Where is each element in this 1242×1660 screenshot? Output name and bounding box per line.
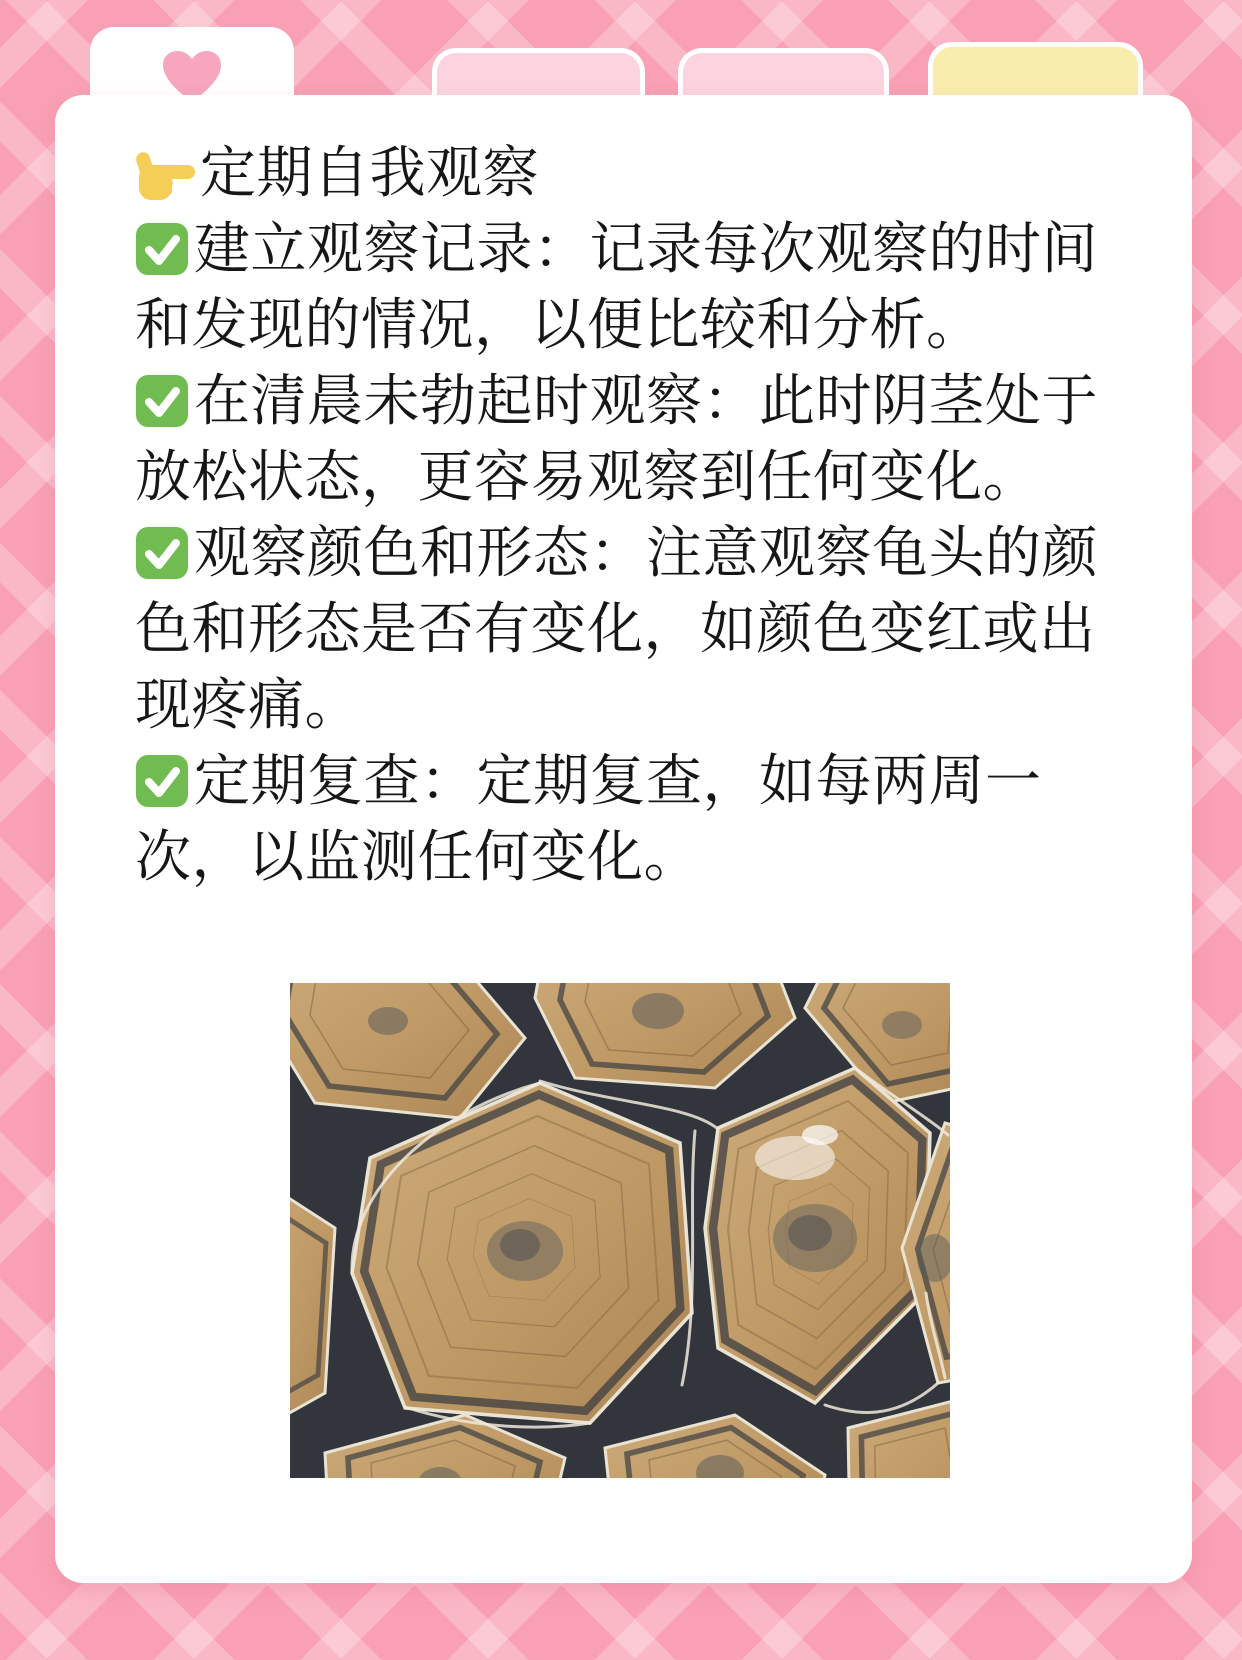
tortoise-shell-photo xyxy=(290,983,950,1478)
checklist-item xyxy=(135,515,1140,743)
checklist-item-text: 建立观察记录：记录每次观察的时间和发现的情况，以便比较和分析。 xyxy=(135,217,1098,356)
checklist-item-text: 在清晨未勃起时观察：此时阴茎处于放松状态，更容易观察到任何变化。 xyxy=(135,369,1098,508)
pointing-finger-icon xyxy=(135,146,197,200)
check-mark-icon xyxy=(135,754,189,808)
check-mark-icon xyxy=(135,374,189,428)
check-mark-icon xyxy=(135,222,189,276)
check-mark-icon xyxy=(135,526,189,580)
checklist-item-text: 观察颜色和形态：注意观察龟头的颜色和形态是否有变化，如颜色变红或出现疼痛。 xyxy=(135,521,1098,736)
content-card xyxy=(55,95,1192,1583)
checklist-item xyxy=(135,743,1140,895)
text-block xyxy=(135,135,1140,895)
checklist-item xyxy=(135,211,1140,363)
checklist-item xyxy=(135,363,1140,515)
section-heading xyxy=(135,135,1140,211)
heading-text: 定期自我观察 xyxy=(200,141,539,204)
checklist-item-text: 定期复查：定期复查，如每两周一次，以监测任何变化。 xyxy=(135,749,1042,888)
checklist xyxy=(135,211,1140,895)
